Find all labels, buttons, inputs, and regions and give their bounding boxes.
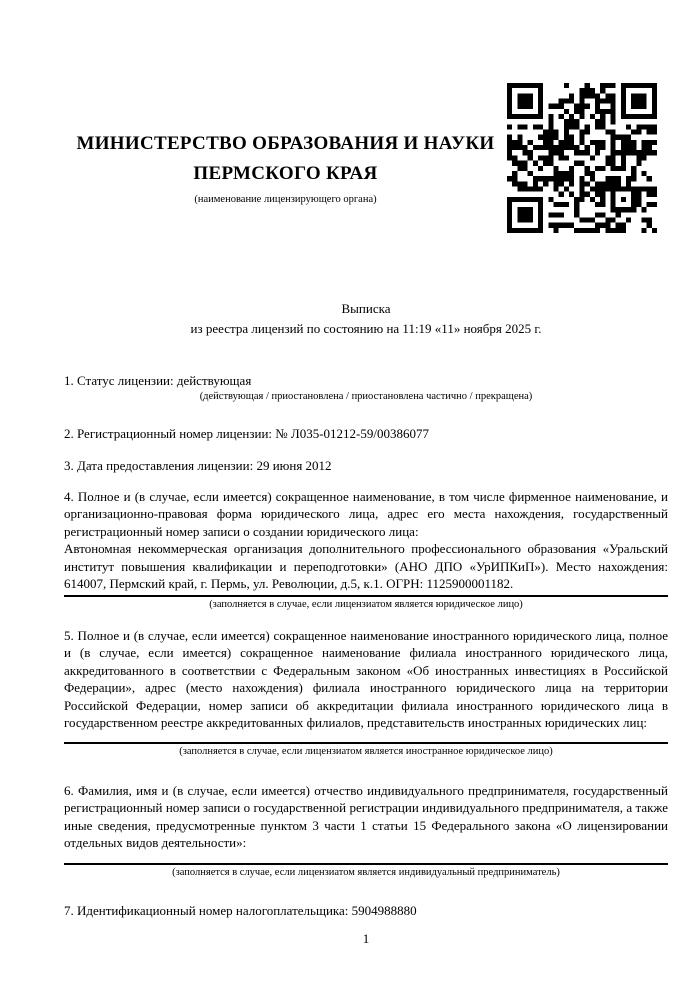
entrepreneur-label: 6. Фамилия, имя и (в случае, если имеется) отчество индивидуального предпринимателя, государственный регистрационный номер записи о государственной регистрации индивидуального предпринимателя, а также иные сведения, предусмотренные пунктом 3 части 1 статьи 15 Федерального закона «О лицензировании отдельных видов деятельности»: xyxy=(64,782,668,850)
legal-entity-rule xyxy=(64,595,668,597)
foreign-entity-label: 5. Полное и (в случае, если имеется) сокращенное наименование иностранного юридического лица, полное и (в случае, если имеется) сокращенное наименование филиала иностранного юридического лица, аккредитованного в соответствии с Федеральным законом «Об иностранных инвестициях в Российской Федерации», адрес (место нахождения) филиала иностранного юридического лица на территории Российской Федерации, номер записи об аккредитации филиала иностранного юридического лица в государственном реестре аккредитованных филиалов, представительств иностранных юридических лиц: xyxy=(64,627,668,730)
document-header xyxy=(0,0,700,233)
ministry-name-line2: ПЕРМСКОГО КРАЯ xyxy=(193,163,378,184)
item-6-individual-entrepreneur xyxy=(64,782,668,879)
taxpayer-number-text: 7. Идентификационный номер налогоплательщика: 5904988880 xyxy=(64,902,417,918)
entrepreneur-caption: (заполняется в случае, если лицензиатом является индивидуальный предприниматель) xyxy=(172,866,560,878)
document-body xyxy=(0,299,700,919)
qr-code-icon xyxy=(507,83,657,233)
foreign-entity-rule xyxy=(64,742,668,744)
item-4-legal-entity xyxy=(64,488,668,611)
item-1-license-status xyxy=(64,372,668,403)
document-title-block xyxy=(64,299,668,339)
item-7-taxpayer-number xyxy=(64,902,668,920)
grant-date-text: 3. Дата предоставления лицензии: 29 июня 2012 xyxy=(64,458,332,473)
license-status-text: 1. Статус лицензии: действующая xyxy=(64,373,252,388)
document-subtitle: из реестра лицензий по состоянию на 11:19 «11» ноября 2025 г. xyxy=(190,321,542,336)
ministry-name-line1: МИНИСТЕРСТВО ОБРАЗОВАНИЯ И НАУКИ xyxy=(76,133,495,154)
page-number: 1 xyxy=(362,931,370,946)
item-2-registration-number xyxy=(64,425,668,443)
page-footer xyxy=(64,930,668,948)
legal-entity-value: Автономная некоммерческая организация дополнительного профессионального образования «Уральский институт повышения квалификации и переподготовки» (АНО ДПО «УрИПКиП»). Место нахождения: 614007, Пермский край, г. Пермь, ул. Революции, д.5, к.1. ОГРН: 1125900001182. xyxy=(64,541,668,591)
item-5-foreign-entity xyxy=(64,627,668,758)
document-title: Выписка xyxy=(341,301,391,316)
registration-number-text: 2. Регистрационный номер лицензии: № Л035-01212-59/00386077 xyxy=(64,425,430,441)
licensing-authority-block xyxy=(64,83,507,206)
licensing-authority-caption: (наименование лицензирующего органа) xyxy=(194,194,377,205)
foreign-entity-caption: (заполняется в случае, если лицензиатом является иностранное юридическое лицо) xyxy=(179,745,553,757)
item-3-grant-date xyxy=(64,457,668,475)
legal-entity-label: 4. Полное и (в случае, если имеется) сокращенное наименование, в том числе фирменное наименование, и организационно-правовая форма юридического лица, адрес его места нахождения, государственный регистрационный номер записи о создании юридического лица: xyxy=(64,488,668,539)
legal-entity-caption: (заполняется в случае, если лицензиатом является юридическое лицо) xyxy=(209,598,523,610)
entrepreneur-rule xyxy=(64,863,668,865)
license-status-caption: (действующая / приостановлена / приостановлена частично / прекращена) xyxy=(199,390,533,402)
